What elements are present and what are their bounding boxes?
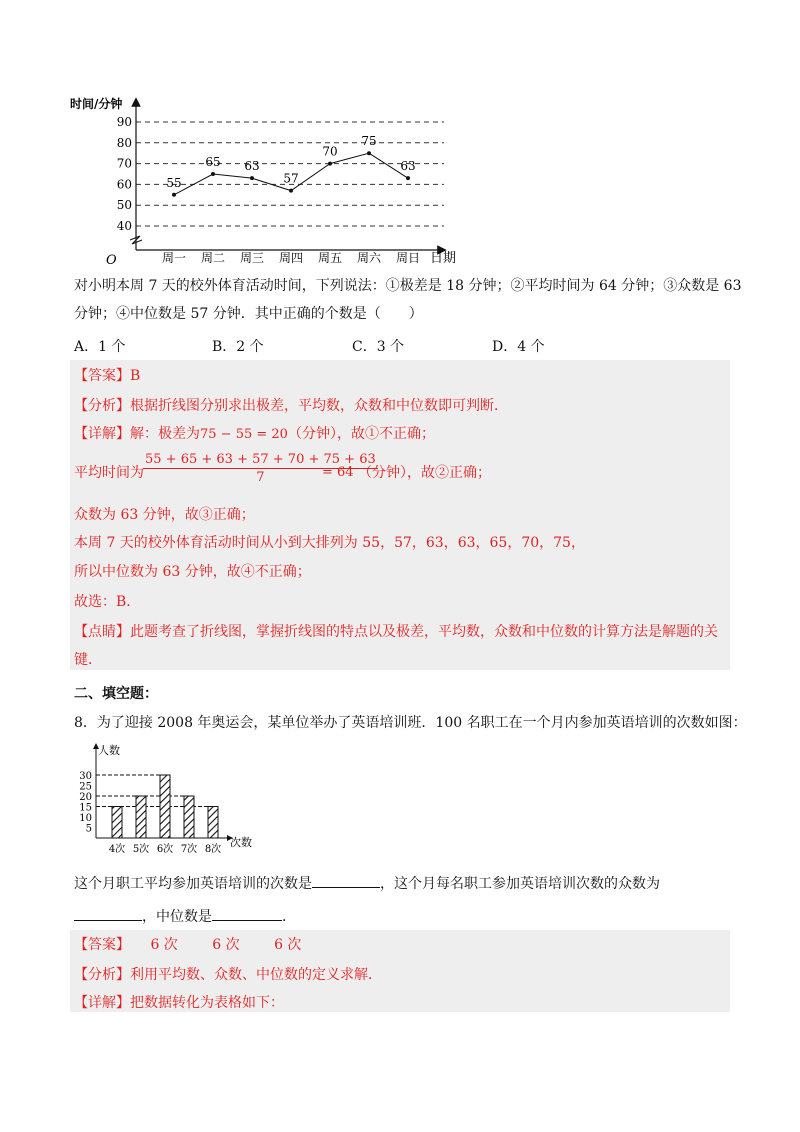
q8-answer-tag: 【答案】 — [74, 937, 130, 953]
bar — [160, 775, 170, 838]
y-tick-label: 50 — [116, 198, 132, 213]
q8-analysis-text: 利用平均数、众数、中位数的定义求解． — [130, 967, 382, 983]
bar-x-tick-label: 5次 — [132, 844, 150, 855]
option-a: A．1 个 — [74, 339, 126, 355]
data-point — [367, 151, 371, 155]
bar-x-axis-label: 次数 — [230, 836, 252, 849]
section-title: 二、填空题： — [74, 686, 158, 702]
y-tick-label: 80 — [116, 135, 132, 150]
comment-tag: 【点睛】 — [74, 624, 130, 640]
bar-y-tick-label: 15 — [79, 802, 92, 814]
q8-fill-line2 — [74, 906, 296, 927]
bar-y-tick-label: 25 — [79, 781, 92, 793]
data-label: 57 — [283, 171, 299, 186]
avg-denominator: 7 — [256, 470, 265, 485]
line-chart — [70, 92, 470, 270]
answer-tag: 【答案】 — [74, 368, 130, 384]
avg-after: （分钟），故②正确； — [358, 465, 491, 481]
q7-detail — [74, 424, 435, 445]
q7-stem-line2: 分钟；④中位数是 57 分钟．其中正确的个数是（ ） — [74, 306, 423, 322]
detail-tag: 【详解】 — [74, 426, 130, 442]
q8-answer-1: 6 次 — [150, 937, 178, 953]
y-tick-label: 70 — [116, 156, 132, 171]
y-axis-label: 时间/分钟 — [70, 97, 123, 111]
q8-analysis — [74, 965, 382, 985]
q8-detail — [74, 993, 284, 1013]
fill-text-4: ． — [282, 909, 296, 925]
x-tick-label: 周五 — [317, 251, 343, 265]
q8-fill-line1 — [74, 873, 660, 894]
avg-prefix: 平均时间为 — [74, 465, 144, 481]
data-label: 70 — [322, 144, 338, 159]
detail-after-range: （分钟），故①不正确； — [287, 426, 435, 442]
q8-detail-text: 把数据转化为表格如下： — [130, 995, 284, 1011]
x-tick-label: 周一 — [161, 251, 187, 265]
median-line: 所以中位数为 63 分钟，故④不正确； — [74, 564, 311, 580]
analysis-text: 根据折线图分别求出极差，平均数，众数和中位数即可判断． — [130, 398, 508, 414]
bar-y-tick-label: 30 — [79, 771, 92, 782]
bar-y-tick-label: 20 — [79, 792, 92, 803]
q8-answer — [74, 935, 301, 955]
origin-label: O — [106, 253, 117, 268]
bar — [112, 807, 122, 839]
comment-text: 此题考查了折线图，掌握折线图的特点以及极差，平均数，众数和中位数的计算方法是解题的关 — [130, 624, 718, 640]
avg-numerator: 55 + 65 + 63 + 57 + 70 + 75 + 63 — [145, 452, 376, 467]
detail-intro: 解：极差为 — [130, 426, 200, 442]
q7-analysis — [74, 396, 508, 416]
data-point — [211, 172, 215, 176]
analysis-tag: 【分析】 — [74, 398, 130, 414]
x-tick-label: 周二 — [200, 251, 226, 265]
axis-break — [130, 236, 142, 244]
q8-detail-tag: 【详解】 — [74, 995, 130, 1011]
bar-y-tick-label: 5 — [85, 823, 92, 835]
bar-chart — [72, 742, 272, 862]
data-label: 75 — [361, 134, 377, 149]
bar-x-tick-label: 6次 — [156, 844, 174, 855]
bar-x-tick-label: 7次 — [180, 844, 198, 855]
bar-x-tick-label: 4次 — [108, 844, 126, 855]
y-tick-label: 60 — [116, 177, 132, 192]
bar — [208, 807, 218, 839]
choose-line: 故选：B． — [74, 594, 141, 610]
avg-result: = 64 — [322, 465, 354, 480]
x-axis-label: 日期 — [430, 251, 457, 266]
answer-value: B — [130, 368, 141, 384]
bar — [136, 796, 146, 838]
data-label: 65 — [205, 155, 221, 169]
sort-line: 本周 7 天的校外体育活动时间从小到大排列为 55，57，63，63，65，70，75， — [74, 535, 585, 551]
data-point — [250, 176, 254, 180]
q8-stem: 8．为了迎接 2008 年奥运会，某单位举办了英语培训班．100 名职工在一个月内参加英语培训的次数如图： — [74, 715, 747, 731]
y-tick-label: 40 — [116, 219, 132, 233]
data-label: 63 — [400, 159, 416, 174]
bar-x-tick-label: 8次 — [204, 844, 222, 855]
y-tick-label: 90 — [116, 115, 132, 129]
x-tick-label: 周四 — [278, 251, 304, 265]
q8-analysis-tag: 【分析】 — [74, 967, 130, 983]
q7-stem-line1: 对小明本周 7 天的校外体育活动时间，下列说法：①极差是 18 分钟；②平均时间为 64 分钟；③众数是 63 — [74, 278, 742, 294]
fill-text-2: ，这个月每名职工参加英语培训次数的众数为 — [380, 876, 660, 892]
fill-text-1: 这个月职工平均参加英语培训的次数是 — [74, 876, 312, 892]
comment-line2: 键． — [74, 652, 102, 668]
x-tick-label: 周三 — [239, 251, 265, 265]
fill-text-3: ，中位数是 — [142, 909, 212, 925]
option-b: B．2 个 — [212, 339, 264, 355]
q8-answer-2: 6 次 — [212, 937, 240, 953]
range-formula: 75 − 55 = 20 — [200, 427, 288, 442]
bar-y-tick-label: 10 — [79, 813, 92, 824]
q8-answer-3: 6 次 — [274, 937, 302, 953]
data-point — [172, 193, 176, 197]
x-tick-label: 周日 — [395, 251, 421, 265]
q7-comment — [74, 622, 718, 642]
blank-median — [212, 906, 282, 921]
bar-y-axis-label: 人数 — [98, 744, 120, 757]
blank-average — [312, 873, 380, 888]
data-label: 55 — [166, 175, 182, 190]
option-c: C．3 个 — [352, 339, 405, 355]
option-d: D．4 个 — [492, 339, 545, 355]
blank-mode — [74, 906, 142, 921]
data-point — [328, 162, 332, 166]
data-point — [289, 189, 293, 193]
bar — [184, 796, 194, 838]
x-tick-label: 周六 — [356, 251, 382, 265]
data-label: 63 — [244, 159, 260, 174]
mode-line: 众数为 63 分钟，故③正确； — [74, 507, 255, 523]
data-point — [406, 176, 410, 180]
q7-answer — [74, 366, 140, 386]
